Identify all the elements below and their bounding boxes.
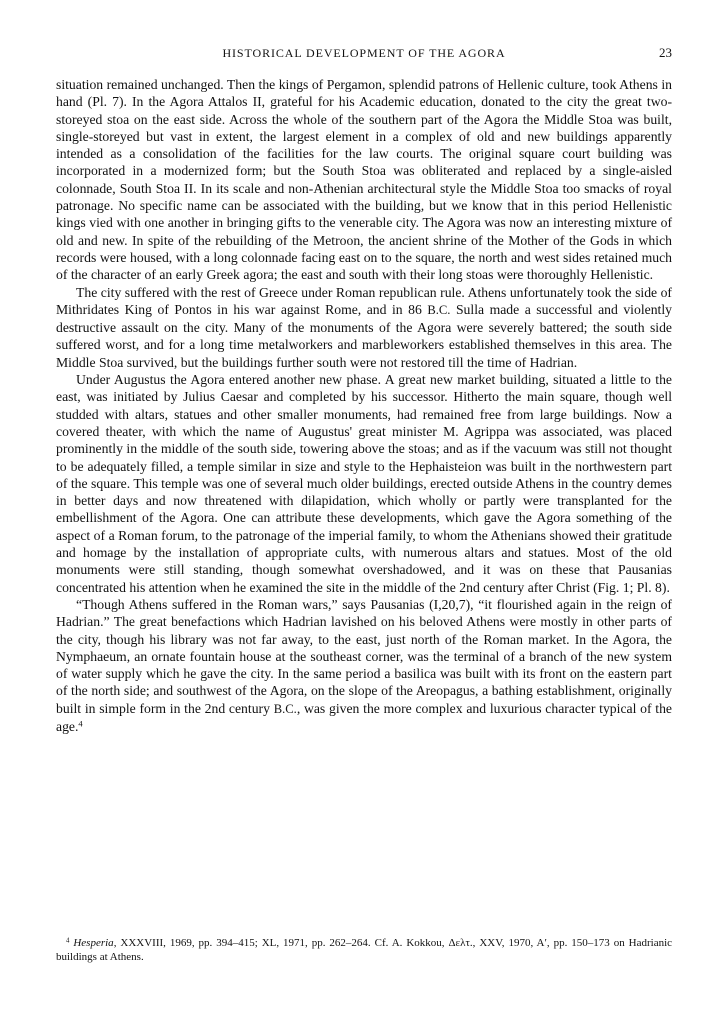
- paragraph-1: situation remained unchanged. Then the kings of Pergamon, splendid patrons of Hellenic culture, took Athens in hand (Pl. 7). In the Agora Attalos II, grateful for his Academic education, donated to the city the great two-storeyed stoa on the east side. Across the whole of the southern part of the Agora the Middle Stoa was built, single-storeyed but vast in extent, the largest element in a complex of old and new buildings apparently intended as a consolidation of the facilities for the law courts. The original square court building was incorporated in a modernized form; but the South Stoa was obliterated and replaced by a single-aisled colonnade, South Stoa II. In its scale and non-Athenian architectural style the Middle Stoa too smacks of royal patronage. No specific name can be associated with the building, but we know that in this period Hellenistic kings vied with one another in bringing gifts to the venerable city. The Agora was now an interesting mixture of old and new. In spite of the rebuilding of the Metroon, the ancient shrine of the Mother of the Gods in which records were housed, with a long colonnade facing east on to the square, the north and west sides retained much of the character of an early Greek agora; the east and south with their long stoas were thoroughly Hellenistic.: [56, 77, 672, 283]
- footnote-reference: 4: [78, 718, 83, 729]
- paragraph-2: The city suffered with the rest of Greece under Roman republican rule. Athens unfortunately took the side of Mithridates King of Pontos in his war against Rome, and in 86 B.C. Sulla made a successful and violently destructive assault on the city. Many of the monuments of the Agora were severely battered; the south side suffered worst, and for a long time metalworkers and marbleworkers established themselves in this area. The Middle Stoa survived, but the buildings further south were not restored till the time of Hadrian.: [56, 284, 672, 370]
- paragraph-4: [56, 596, 672, 735]
- paragraph-4-text: “Though Athens suffered in the Roman wars,” says Pausanias (I,20,7), “it flourished again in the reign of Hadrian.” The great benefactions which Hadrian lavished on his beloved Athens were mostly in other parts of the city, though his library was not far away, to the east, just north of the Roman market. In the Agora, the Nymphaeum, an ornate fountain house at the southeast corner, was the terminal of a branch of the new system of water supply which he gave the city. In the same period a basilica was built with its front on the eastern part of the north side; and southwest of the Agora, on the slope of the Areopagus, a bathing establishment, originally built in simple form in the 2nd century B.C., was given the more complex and luxurious character typical of the age.: [56, 596, 673, 734]
- footnote-marker: 4: [66, 937, 70, 945]
- paragraph-3: Under Augustus the Agora entered another new phase. A great new market building, situated a little to the east, was initiated by Julius Caesar and completed by his successor. Hitherto the main square, though well studded with altars, statues and other smaller monuments, had remained free from large buildings. Now a covered theater, with which the name of Augustus' great minister M. Agrippa was associated, was placed prominently in the middle of the south side, towering above the stoas; and as if the vacuum was still not thought to be adequately filled, a temple similar in size and style to the Hephaisteion was built in the northwestern part of the square. This temple was one of several much older buildings, erected outside Athens in the country demes in better days and now threatened with dilapidation, which wholly or partly were transplanted for the embellishment of the Agora. One can attribute these developments, which gave the Agora something of the aspect of a Roman forum, to the patronage of the imperial family, to whom the Athenians showed their gratitude and homage by the installation of appropriate cults, with numerous altars and statues. Most of the old monuments were still standing, though somewhat overshadowed, and it was on these that Pausanias concentrated his attention when he examined the site in the middle of the 2nd century after Christ (Fig. 1; Pl. 8).: [56, 372, 672, 595]
- footnote-journal: Hesperia: [73, 937, 114, 949]
- body-text: [56, 76, 672, 735]
- footnotes: [56, 936, 672, 964]
- era-abbreviation: B.C.: [273, 701, 297, 716]
- running-title: HISTORICAL DEVELOPMENT OF THE AGORA: [222, 46, 506, 60]
- page-header: [56, 44, 672, 62]
- era-abbreviation: B.C.: [427, 302, 451, 317]
- footnote-4: [56, 936, 672, 964]
- page-number: 23: [659, 45, 672, 60]
- footnote-text: , XXXVIII, 1969, pp. 394–415; XL, 1971, pp. 262–264. Cf. A. Kokkou, Δελτ., XXV, 1970, A′, pp. 150–173 on Hadrianic buildings at Athens.: [56, 937, 673, 963]
